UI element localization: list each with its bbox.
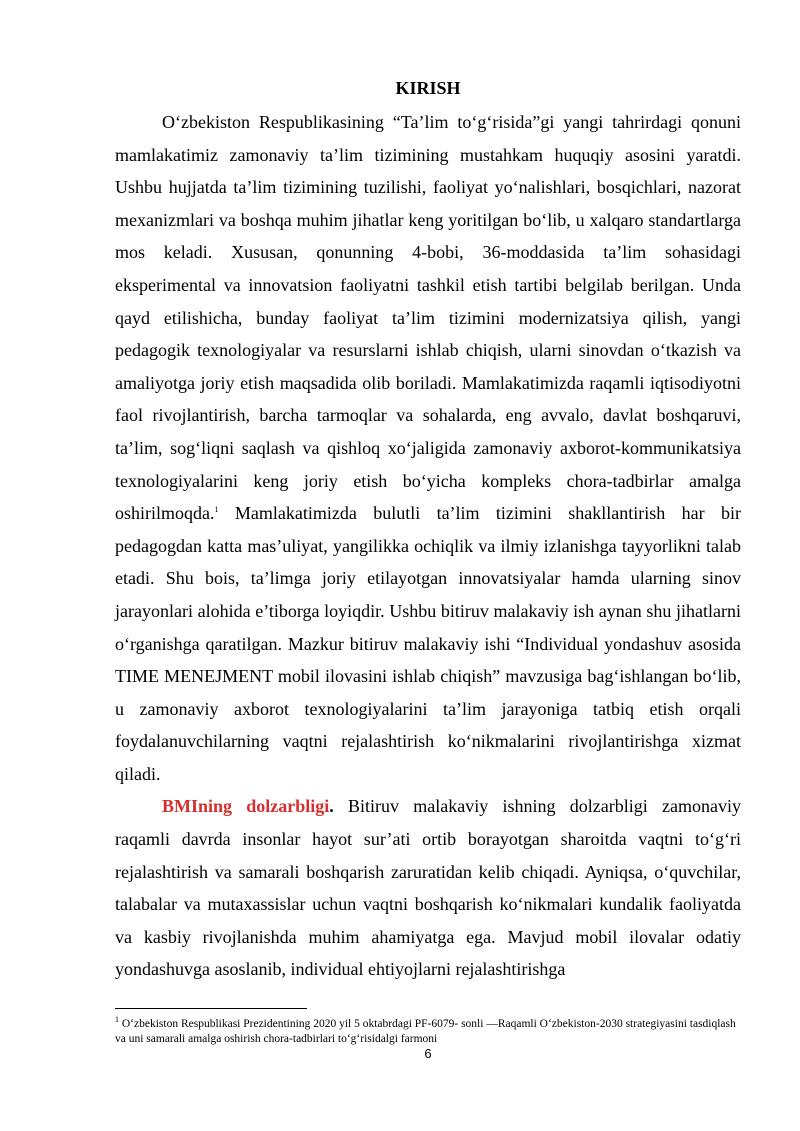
body-text [115, 106, 741, 986]
intro-paragraph-text-2: Mamlakatimizda bulutli ta’lim tizimini shakllantirish har bir pedagogdan katta mas’uliyat, yangilikka ochiqlik va ilmiy izlanishga tayyorlikni talab etadi. Shu bois, ta’limga joriy etilayotgan innovatsiyalar hamda ularning sinov jarayonlari alohida e’tiborga loyiqdir. Ushbu bitiruv malakaviy ish aynan shu jihatlarni o‘rganishga qaratilgan. Mazkur bitiruv malakaviy ishi “Individual yondashuv asosida TIME MENEJMENT mobil ilovasini ishlab chiqish” mavzusiga bag‘ishlangan bo‘lib, u zamonaviy axborot texnologiyalarini ta’lim jarayoniga tatbiq etish orqali foydalanuvchilarning vaqtni rejalashtirish ko‘nikmalarini rivojlantirishga xizmat qiladi. [115, 503, 741, 784]
intro-paragraph [115, 106, 741, 790]
footnote-separator [115, 1008, 307, 1009]
footnote-text: O‘zbekiston Respublikasi Prezidentining 2020 yil 5 oktabrdagi PF-6079- sonli —Raqamli O‘zbekiston-2030 strategiyasini tasdiqlash va uni samarali amalga oshirish chora-tadbirlari to‘g‘risidalgi farmoni [115, 1018, 736, 1045]
relevance-lead-label: BMIning dolzarbligi [162, 796, 330, 817]
relevance-paragraph-text: Bitiruv malakaviy ishning dolzarbligi zamonaviy raqamli davrda insonlar hayot sur’ati ortib borayotgan sharoitda vaqtni to‘g‘ri rejalashtirish va samarali boshqarish zaruratidan kelib chiqadi. Ayniqsa, o‘quvchilar, talabalar va mutaxassislar uchun vaqtni boshqarish ko‘nikmalari kundalik faoliyatda va kasbiy rivojlanishda muhim ahamiyatga ega. Mavjud mobil ilovalar odatiy yondashuvga asoslanib, individual ehtiyojlarni rejalashtirishga [115, 796, 741, 980]
footnote-number: 1 [115, 1015, 119, 1025]
intro-paragraph-text-1: O‘zbekiston Respublikasining “Ta’lim to‘g‘risida”gi yangi tahrirdagi qonuni mamlakatimiz zamonaviy ta’lim tizimining mustahkam huquqiy asosini yaratdi. Ushbu hujjatda ta’lim tizimining tuzilishi, faoliyat yo‘nalishlari, bosqichlari, nazorat mexanizmlari va boshqa muhim jihatlar keng yoritilgan bo‘lib, u xalqaro standartlarga mos keladi. Xususan, qonunning 4-bobi, 36-moddasida ta’lim sohasidagi eksperimental va innovatsion faoliyatni tashkil etish tartibi belgilab berilgan. Unda qayd etilishicha, bunday faoliyat ta’lim tizimini modernizatsiya qilish, yangi pedagogik texnologiyalar va resurslarni ishlab chiqish, ularni sinovdan o‘tkazish va amaliyotga joriy etish maqsadida olib boriladi. Mamlakatimizda raqamli iqtisodiyotni faol rivojlantirish, barcha tarmoqlar va sohalarda, eng avvalo, davlat boshqaruvi, ta’lim, sog‘liqni saqlash va qishloq xo‘jaligida zamonaviy axborot-kommunikatsiya texnologiyalarini keng joriy etish bo‘yicha kompleks chora-tadbirlar amalga oshirilmoqda. [115, 112, 741, 524]
section-heading: KIRISH [395, 78, 461, 98]
footnote-reference[interactable]: 1 [214, 505, 219, 515]
relevance-paragraph [115, 790, 741, 986]
footnote [115, 1017, 741, 1047]
relevance-lead-dot: . [329, 796, 334, 817]
page-number: 6 [424, 1046, 432, 1061]
